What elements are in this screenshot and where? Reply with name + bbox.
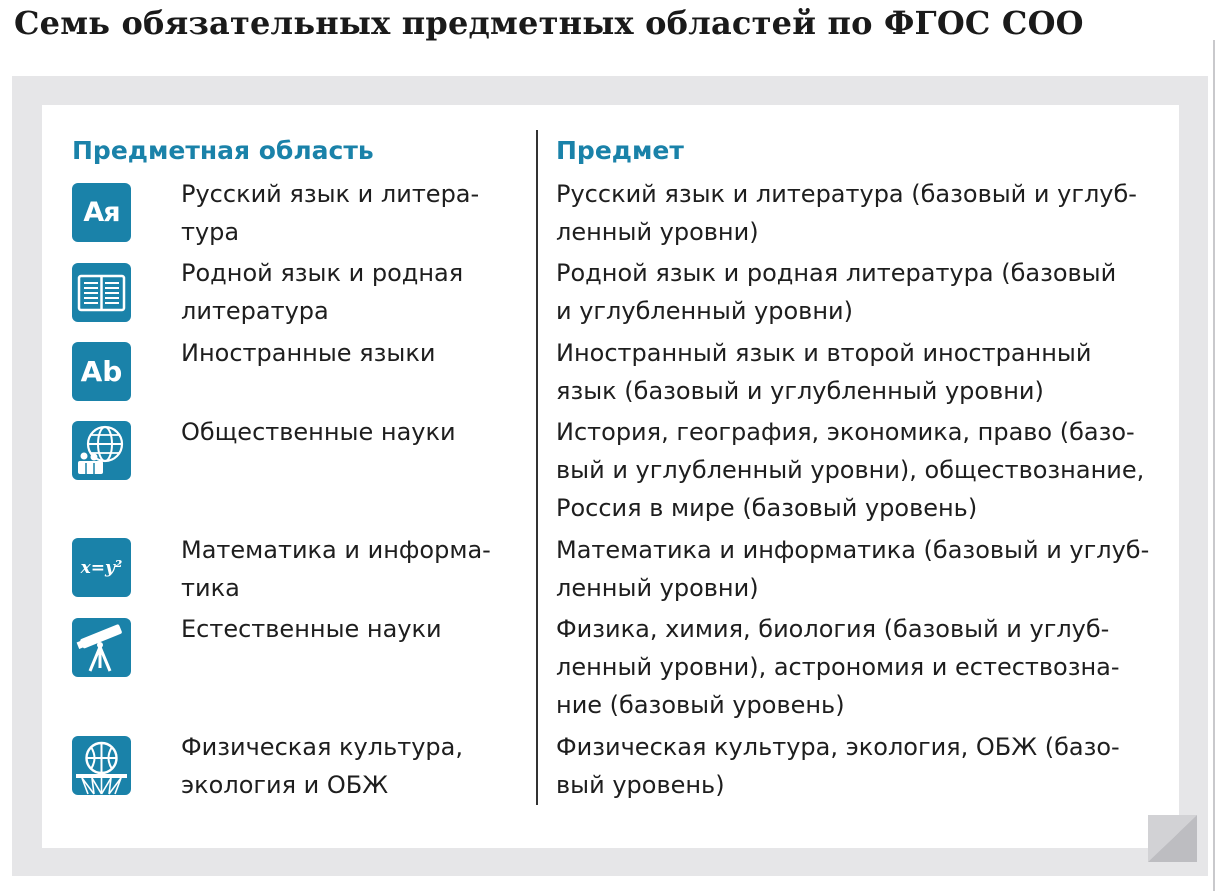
subject-line: ленный уровни) bbox=[556, 574, 759, 602]
subject-line: язык (базовый и углубленный уровни) bbox=[556, 377, 1044, 405]
area-line: Иностранные языки bbox=[181, 339, 436, 367]
subject-cell bbox=[556, 728, 1166, 804]
subject-line: Иностранный язык и второй иностранный bbox=[556, 339, 1092, 367]
subject-line: вый и углубленный уровни), обществознание, bbox=[556, 456, 1145, 484]
subject-cell bbox=[556, 610, 1166, 724]
area-cell bbox=[181, 728, 526, 804]
subject-line: Родной язык и родная литература (базовый bbox=[556, 259, 1117, 287]
subject-line: ленный уровни), астрономия и естествозна- bbox=[556, 653, 1120, 681]
subject-line: Математика и информатика (базовый и углуб- bbox=[556, 536, 1150, 564]
area-cell bbox=[181, 531, 526, 607]
letters-aya-icon bbox=[72, 183, 131, 242]
equation-icon bbox=[72, 538, 131, 597]
telescope-icon bbox=[72, 618, 131, 677]
area-line: тура bbox=[181, 218, 240, 246]
subject-line: вый уровень) bbox=[556, 771, 725, 799]
subject-line: и углубленный уровни) bbox=[556, 297, 853, 325]
area-cell bbox=[181, 334, 526, 372]
area-line: тика bbox=[181, 574, 240, 602]
right-rule bbox=[1213, 40, 1215, 891]
area-line: литература bbox=[181, 297, 329, 325]
subject-line: Физическая культура, экология, ОБЖ (базо- bbox=[556, 733, 1120, 761]
subject-line: Русский язык и литература (базовый и углуб- bbox=[556, 180, 1137, 208]
area-line: Физическая культура, bbox=[181, 733, 463, 761]
subject-line: История, география, экономика, право (базо- bbox=[556, 418, 1135, 446]
icon-label: Ая bbox=[83, 197, 120, 228]
basketball-hoop-icon bbox=[72, 736, 131, 795]
area-line: Общественные науки bbox=[181, 418, 456, 446]
open-book-icon bbox=[72, 263, 131, 322]
icon-label: x=y² bbox=[80, 557, 123, 578]
area-line: Родной язык и родная bbox=[181, 259, 464, 287]
subject-cell bbox=[556, 413, 1166, 527]
subject-cell bbox=[556, 531, 1166, 607]
area-line: Русский язык и литера- bbox=[181, 180, 480, 208]
letters-ab-icon bbox=[72, 342, 131, 401]
area-cell bbox=[181, 610, 526, 648]
subject-line: ние (базовый уровень) bbox=[556, 691, 845, 719]
column-header-subject: Предмет bbox=[556, 136, 684, 165]
page-title: Семь обязательных предметных областей по ФГОС СОО bbox=[14, 4, 1084, 42]
subject-cell bbox=[556, 334, 1166, 410]
icon-label: Ab bbox=[80, 355, 123, 388]
area-cell bbox=[181, 254, 526, 330]
subject-line: ленный уровни) bbox=[556, 218, 759, 246]
area-cell bbox=[181, 413, 526, 451]
area-line: Естественные науки bbox=[181, 615, 442, 643]
subject-cell bbox=[556, 254, 1166, 330]
subject-line: Физика, химия, биология (базовый и углуб- bbox=[556, 615, 1110, 643]
subject-line: Россия в мире (базовый уровень) bbox=[556, 494, 978, 522]
globe-people-icon bbox=[72, 421, 131, 480]
area-line: экология и ОБЖ bbox=[181, 771, 389, 799]
page-fold-corner bbox=[1148, 815, 1197, 862]
column-header-area: Предметная область bbox=[72, 136, 374, 165]
area-cell bbox=[181, 175, 526, 251]
column-divider bbox=[536, 130, 538, 805]
subject-cell bbox=[556, 175, 1166, 251]
area-line: Математика и информа- bbox=[181, 536, 491, 564]
